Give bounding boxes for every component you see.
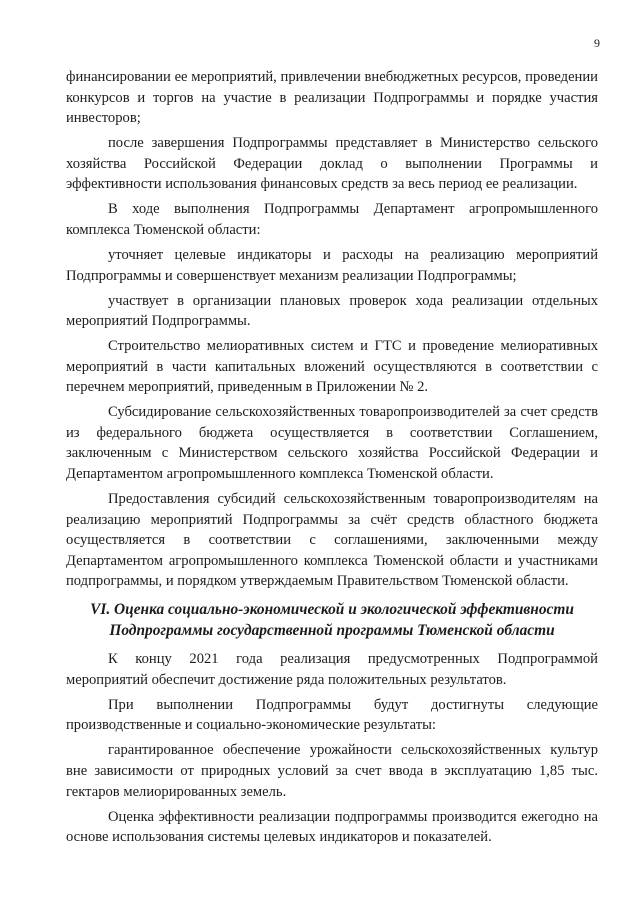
paragraph: Субсидирование сельскохозяйственных товаропроизводителей за счет средств из федерального бюджета осуществляется в соответствии Соглашением, заключенным с Министерством сельского хозяйства Российской Федерации и Департаментом агропромышленного комплекса Тюменской области. (66, 404, 598, 483)
paragraph: При выполнении Подпрограммы будут достигнуты следующие производственные и социально-экономические результаты: (66, 696, 598, 734)
paragraph: Оценка эффективности реализации подпрограммы производится ежегодно на основе использования системы целевых индикаторов и показателей. (66, 808, 598, 846)
paragraph: уточняет целевые индикаторы и расходы на реализацию мероприятий Подпрограммы и совершенствует механизм реализации Подпрограммы; (66, 246, 598, 284)
paragraph: финансировании ее мероприятий, привлечении внебюджетных ресурсов, проведении конкурсов и торгов на участие в реализации Подпрограммы и порядке участия инвесторов; (66, 69, 598, 127)
paragraph: В ходе выполнения Подпрограммы Департамент агропромышленного комплекса Тюменской области: (66, 201, 598, 238)
section-heading-line: Подпрограммы государственной программы Тюменской области (109, 621, 555, 639)
paragraph: после завершения Подпрограммы представляет в Министерство сельского хозяйства Российской Федерации доклад о выполнении Программы и эффективности использования финансовых средств за весь период ее реализации. (66, 135, 598, 193)
paragraph: К концу 2021 года реализация предусмотренных Подпрограммой мероприятий обеспечит достижение ряда положительных результатов. (66, 651, 598, 688)
paragraph: гарантированное обеспечение урожайности сельскохозяйственных культур вне зависимости от природных условий за счет ввода в эксплуатацию 1,85 тыс. гектаров мелиорированных земель. (66, 742, 598, 800)
section-heading (66, 600, 598, 641)
section-heading-line: VI. Оценка социально-экономической и экологической эффективности (90, 600, 574, 618)
paragraph: Предоставления субсидий сельскохозяйственным товаропроизводителям на реализацию мероприятий Подпрограммы за счёт средств областного бюджета осуществляется в соответствии с соглашениями, заключенными между Департаментом агропромышленного комплекса Тюменской области и участниками подпрограммы, и порядком утверждаемым Правительством Тюменской области. (66, 491, 598, 590)
document-body (66, 67, 598, 852)
paragraph: участвует в организации плановых проверок хода реализации отдельных мероприятий Подпрограммы. (66, 292, 598, 330)
page-number: 9 (594, 36, 600, 50)
paragraph: Строительство мелиоративных систем и ГТС и проведение мелиоративных мероприятий в части капитальных вложений осуществляются в соответствии с перечнем мероприятий, приведенным в Приложении № 2. (66, 338, 598, 396)
